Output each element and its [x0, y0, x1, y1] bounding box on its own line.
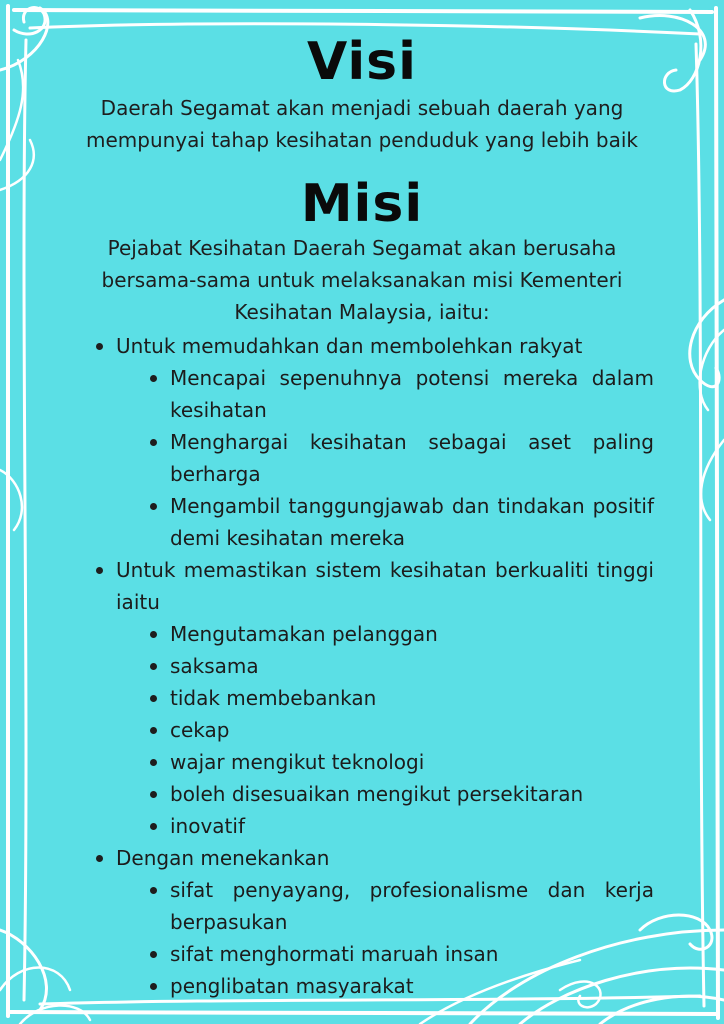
misi-intro [70, 232, 654, 328]
visi-heading: Visi [307, 32, 417, 92]
misi-intro-line-2: bersama-sama untuk melaksanakan misi Kementeri [101, 268, 623, 292]
list-item [92, 842, 654, 1002]
visi-line-2: mempunyai tahap kesihatan penduduk yang lebih baik [85, 128, 639, 152]
sub-list [146, 618, 654, 842]
misi-list [92, 330, 654, 1002]
sub-list-item: wajar mengikut teknologi [146, 746, 654, 778]
sub-list [146, 874, 654, 1002]
misi-intro-line-1: Pejabat Kesihatan Daerah Segamat akan berusaha [107, 236, 617, 260]
sub-list-item: Mengambil tanggungjawab dan tindakan positif demi kesihatan mereka [146, 490, 654, 554]
visi-line-1: Daerah Segamat akan menjadi sebuah daerah yang [100, 96, 624, 120]
sub-list-item: Mengutamakan pelanggan [146, 618, 654, 650]
sub-list-item: penglibatan masyarakat [146, 970, 654, 1002]
sub-list-item: sifat menghormati maruah insan [146, 938, 654, 970]
sub-list-item: inovatif [146, 810, 654, 842]
sub-list-item: cekap [146, 714, 654, 746]
sub-list [146, 362, 654, 554]
misi-heading: Misi [300, 174, 424, 234]
misi-item-2-text: Untuk memastikan sistem kesihatan berkualiti tinggi iaitu [116, 558, 654, 614]
misi-item-3-text: Dengan menekankan [116, 846, 330, 870]
sub-list-item: sifat penyayang, profesionalisme dan kerja berpasukan [146, 874, 654, 938]
sub-list-item: Menghargai kesihatan sebagai aset paling berharga [146, 426, 654, 490]
misi-item-1-text: Untuk memudahkan dan membolehkan rakyat [116, 334, 583, 358]
visi-statement [70, 92, 654, 156]
sub-list-item: tidak membebankan [146, 682, 654, 714]
list-item [92, 554, 654, 842]
sub-list-item: Mencapai sepenuhnya potensi mereka dalam kesihatan [146, 362, 654, 426]
sub-list-item: saksama [146, 650, 654, 682]
list-item [92, 330, 654, 554]
sub-list-item: boleh disesuaikan mengikut persekitaran [146, 778, 654, 810]
misi-intro-line-3: Kesihatan Malaysia, iaitu: [234, 300, 490, 324]
